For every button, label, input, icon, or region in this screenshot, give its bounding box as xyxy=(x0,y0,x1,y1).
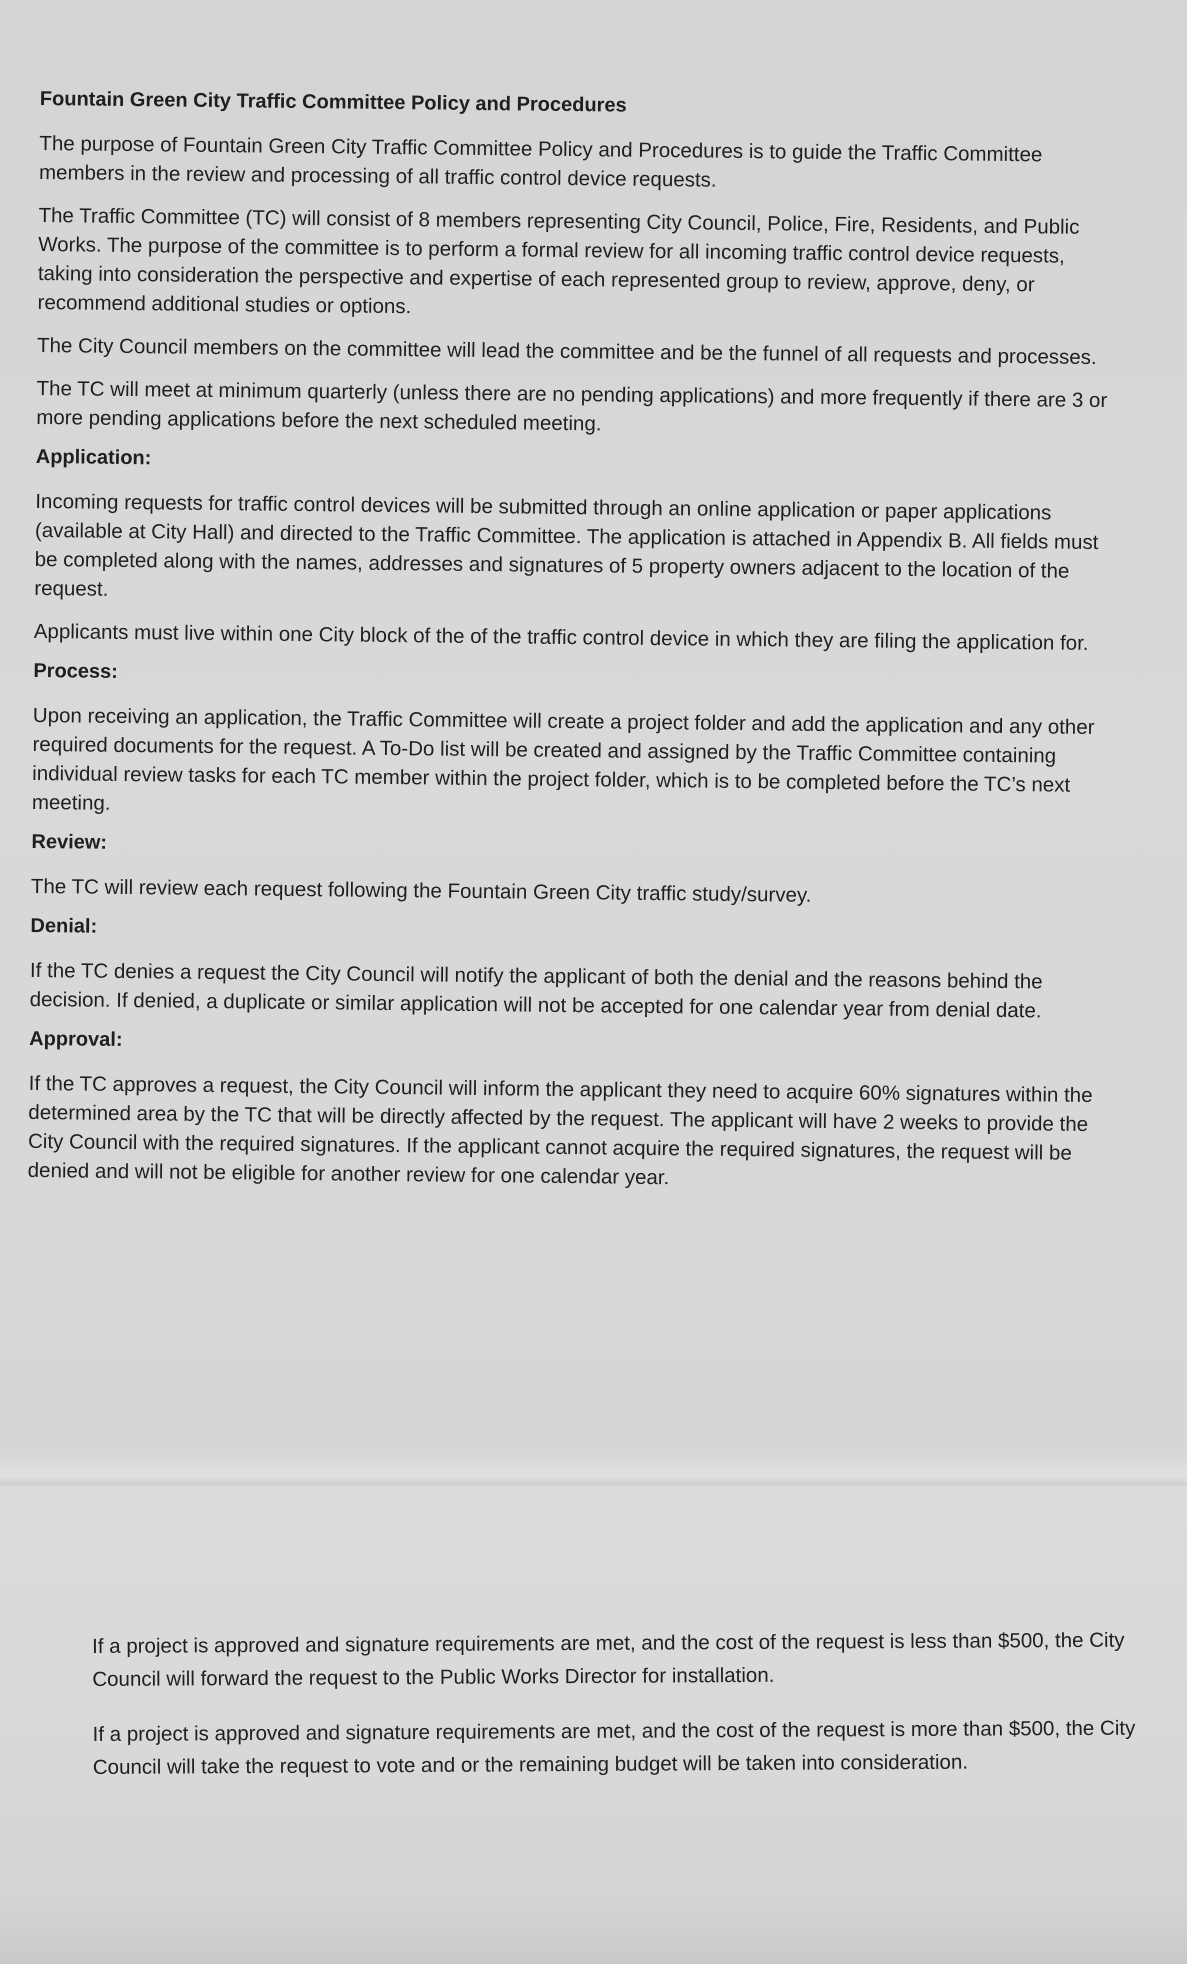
intro-paragraph: The TC will meet at minimum quarterly (unless there are no pending applications) and more frequently if there are 3 or more pending applications before the next scheduled meeting. xyxy=(36,376,1108,436)
approval-paragraph: If the TC approves a request, the City Council will inform the applicant they need to acquire 60% signatures within the determined area by the TC that will be directly affected by the request. The applicant will have 2 weeks to provide the City Council with the required signatures. If the applicant cannot acquire the required signatures, the request will be denied and will not be eligible for another review for one calendar year. xyxy=(27,1071,1093,1190)
section-heading-process: Process: xyxy=(33,659,119,683)
bottom-shadow xyxy=(0,1904,1187,1964)
continuation-body xyxy=(92,1624,1153,1806)
continuation-paragraph: If a project is approved and signature requirements are met, and the cost of the request is more than $500, the City Council will take the request to vote and or the remaining budget will be taken into consideration. xyxy=(92,1716,1136,1779)
process-paragraph: Upon receiving an application, the Traffic Committee will create a project folder and add the application and any other required documents for the request. A To-Do list will be created and assigned by the Traffic Committee containing individual review tasks for each TC member within the project folder, which is to be completed before the TC’s next meeting. xyxy=(31,703,1095,815)
intro-paragraph: The purpose of Fountain Green City Traffic Committee Policy and Procedures is to guide the Traffic Committee members in the review and processing of all traffic control device requests. xyxy=(38,131,1043,192)
document-body xyxy=(27,88,1120,1211)
review-paragraph: The TC will review each request following the Fountain Green City traffic study/survey. xyxy=(30,874,812,907)
intro-paragraph: The Traffic Committee (TC) will consist of 8 members representing City Council, Police, Fire, Residents, and Public Works. The purpose of the committee is to perform a formal review for all incoming traffic control device requests, taking into consideration the perspective and expertise of each represented group to review, approve, deny, or recommend additional studies or options. xyxy=(37,203,1080,319)
continuation-paragraph: If a project is approved and signature requirements are met, and the cost of the request is less than $500, the City Council will forward the request to the Public Works Director for installation. xyxy=(92,1628,1125,1691)
page-fold xyxy=(0,1452,1187,1486)
section-heading-approval: Approval: xyxy=(29,1027,123,1051)
application-paragraph: Applicants must live within one City block of the of the traffic control device in which they are filing the application for. xyxy=(33,619,1089,655)
document-title: Fountain Green City Traffic Committee Policy and Procedures xyxy=(39,88,627,117)
section-heading-application: Application: xyxy=(35,445,152,470)
section-heading-review: Review: xyxy=(31,830,108,854)
section-heading-denial: Denial: xyxy=(30,914,98,938)
intro-paragraph: The City Council members on the committee will lead the committee and be the funnel of all requests and processes. xyxy=(36,333,1097,370)
application-paragraph: Incoming requests for traffic control devices will be submitted through an online application or paper applications (available at City Hall) and directed to the Traffic Committee. The application is attached in Appendix B. All fields must be completed along with the names, addresses and signatures of 5 property owners adjacent to the location of the request. xyxy=(34,489,1099,601)
denial-paragraph: If the TC denies a request the City Council will notify the applicant of both the denial and the reasons behind the decision. If denied, a duplicate or similar application will not be accepted for one calendar year from denial date. xyxy=(29,958,1043,1023)
